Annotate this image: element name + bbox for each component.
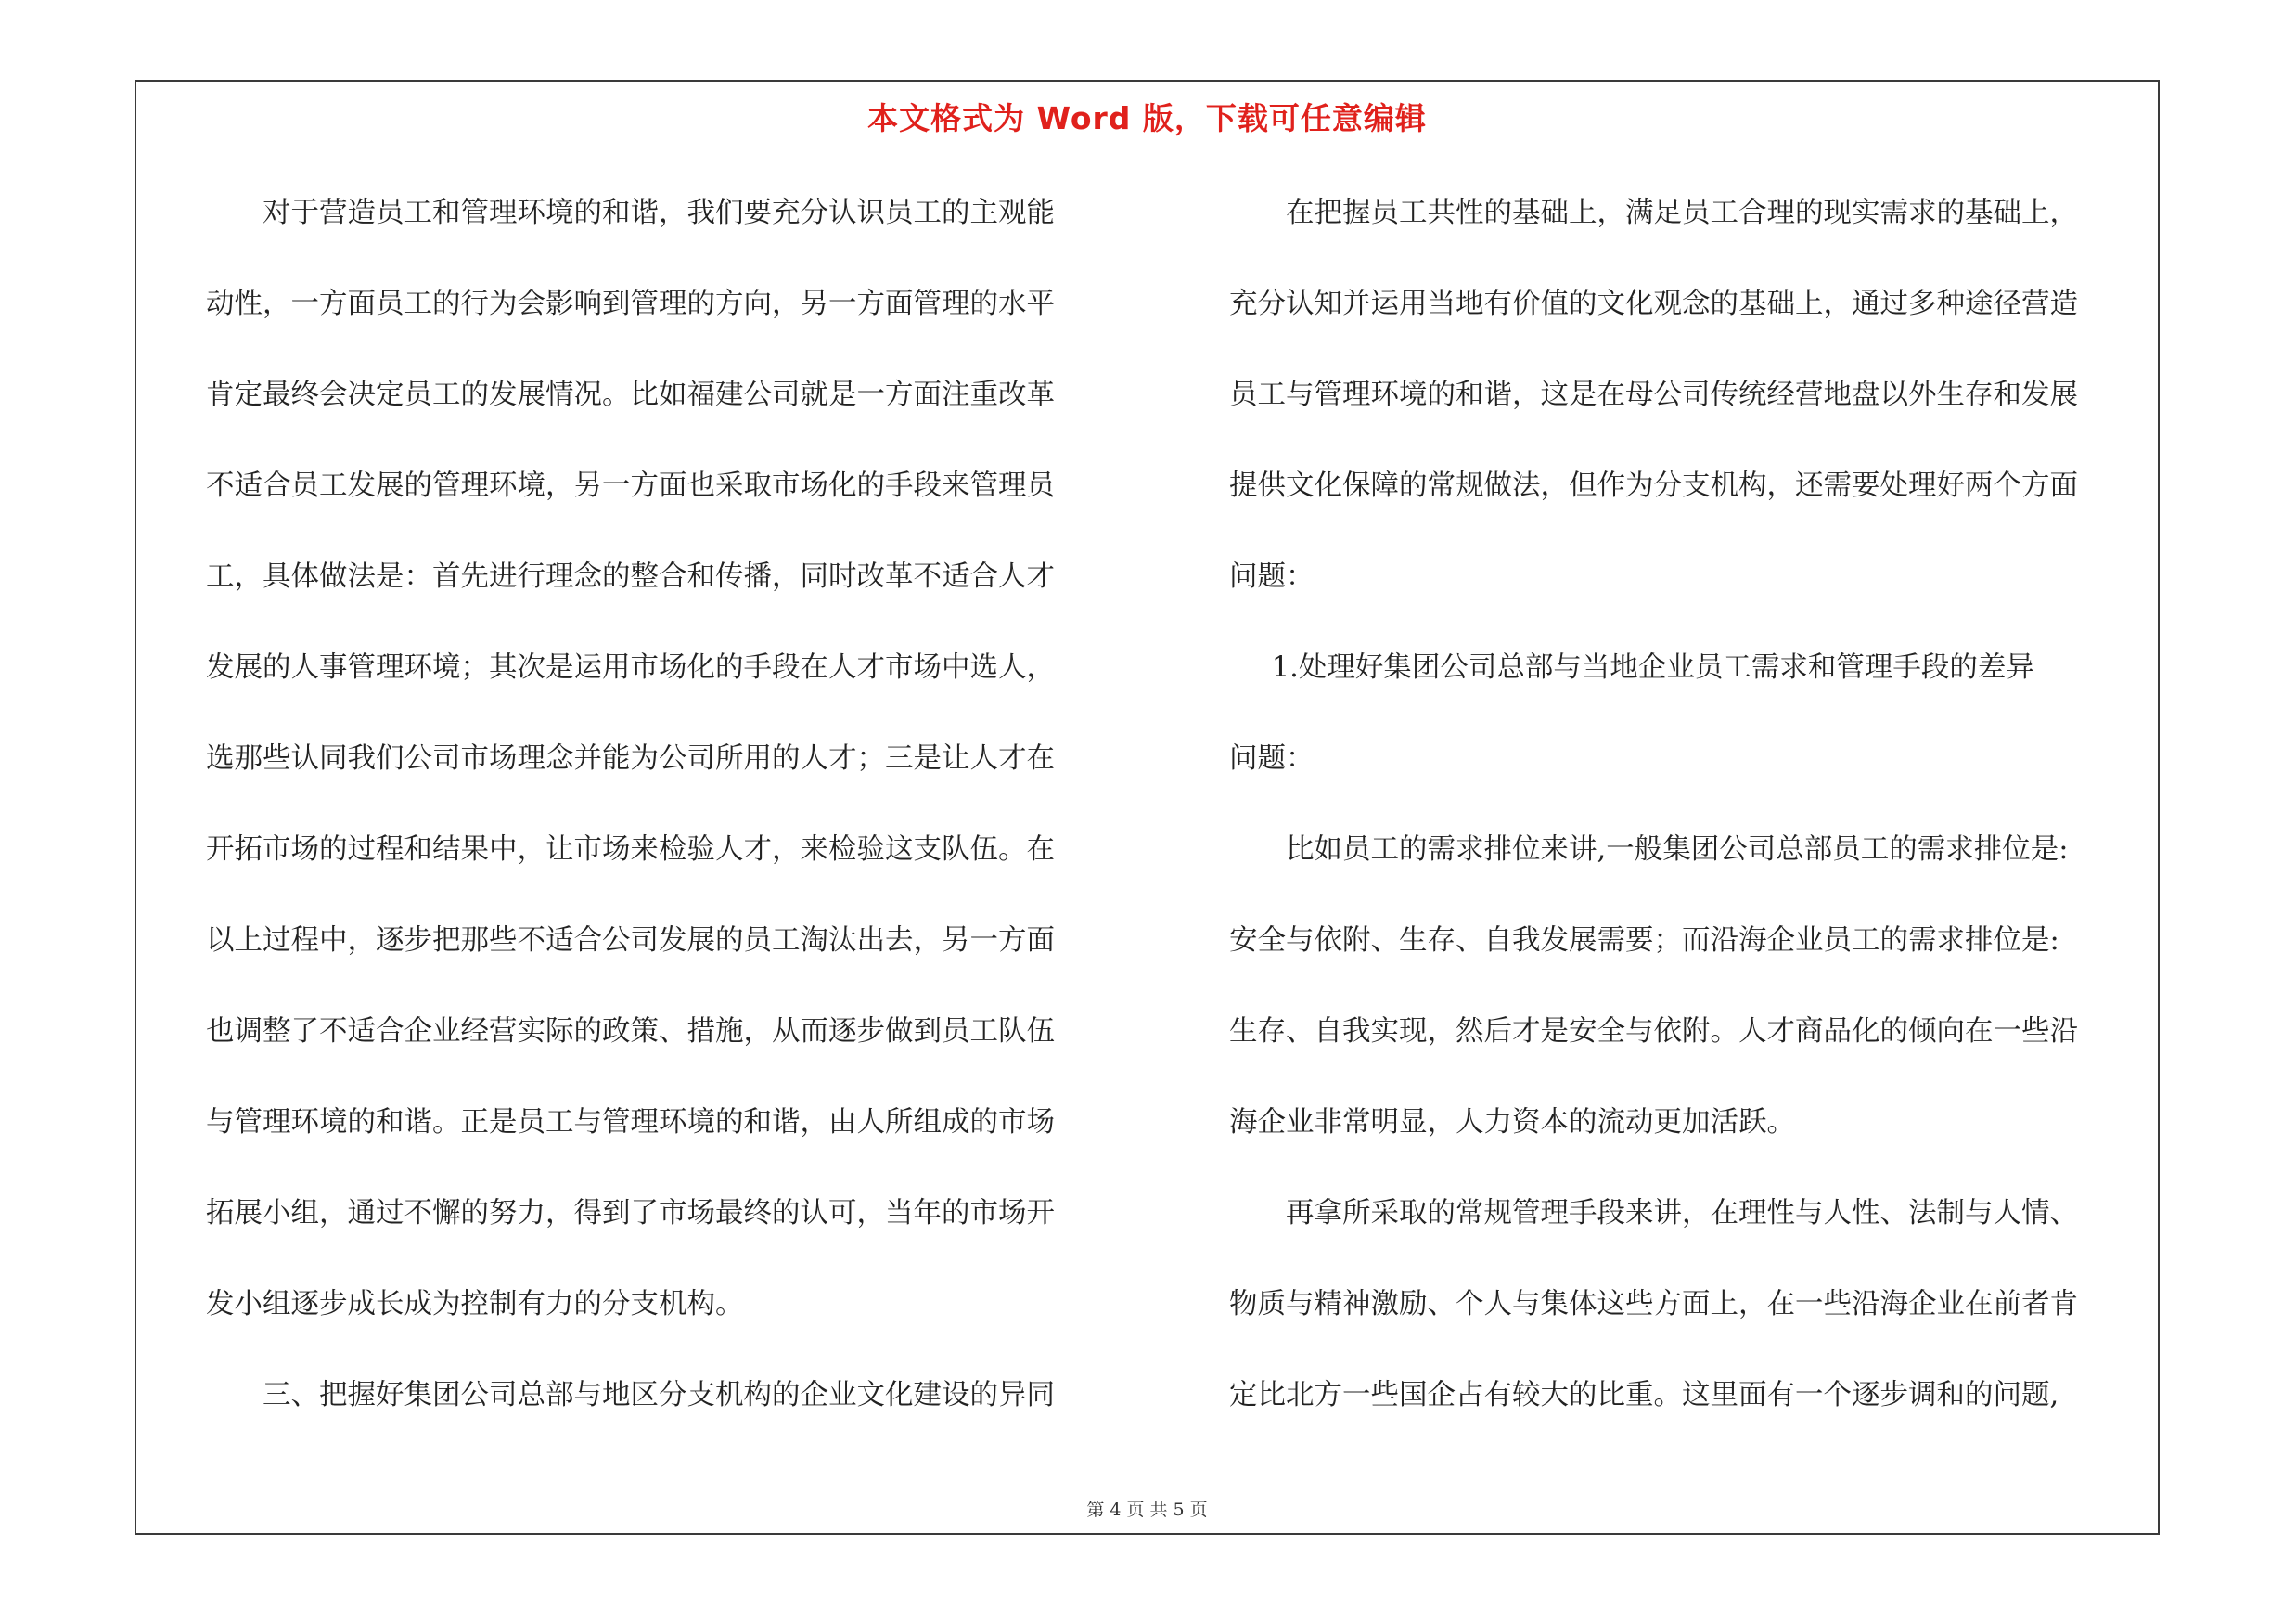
text-line: 发小组逐步成长成为控制有力的分支机构。 (206, 1288, 744, 1320)
text-line: 也调整了不适合企业经营实际的政策、措施，从而逐步做到员工队伍 (206, 1015, 1055, 1048)
text-line: 比如员工的需求排位来讲,一般集团公司总部员工的需求排位是: (1286, 833, 2069, 866)
page-number-footer: 第 4 页 共 5 页 (1086, 1500, 1208, 1520)
paragraph (1229, 1168, 2157, 1441)
paragraph (1229, 805, 2157, 1168)
text-line: 选那些认同我们公司市场理念并能为公司所用的人才；三是让人才在 (206, 742, 1055, 775)
text-line: 再拿所采取的常规管理手段来讲，在理性与人性、法制与人情、 (1286, 1197, 2078, 1230)
text-line: 提供文化保障的常规做法，但作为分支机构，还需要处理好两个方面 (1229, 470, 2078, 502)
text-line: 物质与精神激励、个人与集体这些方面上，在一些沿海企业在前者肯 (1229, 1288, 2078, 1320)
paragraph (206, 168, 1134, 1350)
text-line: 不适合员工发展的管理环境，另一方面也采取市场化的手段来管理员 (206, 470, 1055, 502)
text-line: 海企业非常明显，人力资本的流动更加活跃。 (1229, 1106, 1795, 1139)
paragraph (1229, 168, 2157, 623)
text-line: 充分认知并运用当地有价值的文化观念的基础上，通过多种途径营造 (1229, 288, 2078, 320)
text-line: 三、把握好集团公司总部与地区分支机构的企业文化建设的异同 (263, 1379, 1055, 1411)
word-format-banner: 本文格式为 Word 版，下载可任意编辑 (867, 100, 1427, 136)
text-line: 员工与管理环境的和谐，这是在母公司传统经营地盘以外生存和发展 (1229, 379, 2078, 411)
text-line: 生存、自我实现，然后才是安全与依附。人才商品化的倾向在一些沿 (1229, 1015, 2078, 1048)
section-heading (206, 1350, 1134, 1441)
page-frame (135, 80, 2160, 1535)
text-line: 安全与依附、生存、自我发展需要；而沿海企业员工的需求排位是: (1229, 924, 2059, 957)
text-line: 动性，一方面员工的行为会影响到管理的方向，另一方面管理的水平 (206, 288, 1055, 320)
text-line: 发展的人事管理环境；其次是运用市场化的手段在人才市场中选人， (206, 651, 1055, 684)
numbered-heading (1229, 623, 2157, 805)
text-line: 在把握员工共性的基础上，满足员工合理的现实需求的基础上， (1286, 197, 2078, 229)
text-line: 对于营造员工和管理环境的和谐，我们要充分认识员工的主观能 (263, 197, 1055, 229)
text-line: 开拓市场的过程和结果中，让市场来检验人才，来检验这支队伍。在 (206, 833, 1055, 866)
text-line: 以上过程中，逐步把那些不适合公司发展的员工淘汰出去，另一方面 (206, 924, 1055, 957)
text-line: 与管理环境的和谐。正是员工与管理环境的和谐，由人所组成的市场 (206, 1106, 1055, 1139)
text-line: 1.处理好集团公司总部与当地企业员工需求和管理手段的差异 (1271, 651, 2034, 684)
text-line: 定比北方一些国企占有较大的比重。这里面有一个逐步调和的问题, (1229, 1379, 2059, 1411)
text-line: 问题： (1229, 742, 1315, 775)
text-line: 肯定最终会决定员工的发展情况。比如福建公司就是一方面注重改革 (206, 379, 1055, 411)
left-column (206, 168, 1134, 1441)
text-line: 工，具体做法是：首先进行理念的整合和传播，同时改革不适合人才 (206, 560, 1055, 593)
right-column (1229, 168, 2157, 1441)
text-line: 拓展小组，通过不懈的努力，得到了市场最终的认可，当年的市场开 (206, 1197, 1055, 1230)
text-line: 问题： (1229, 560, 1315, 593)
